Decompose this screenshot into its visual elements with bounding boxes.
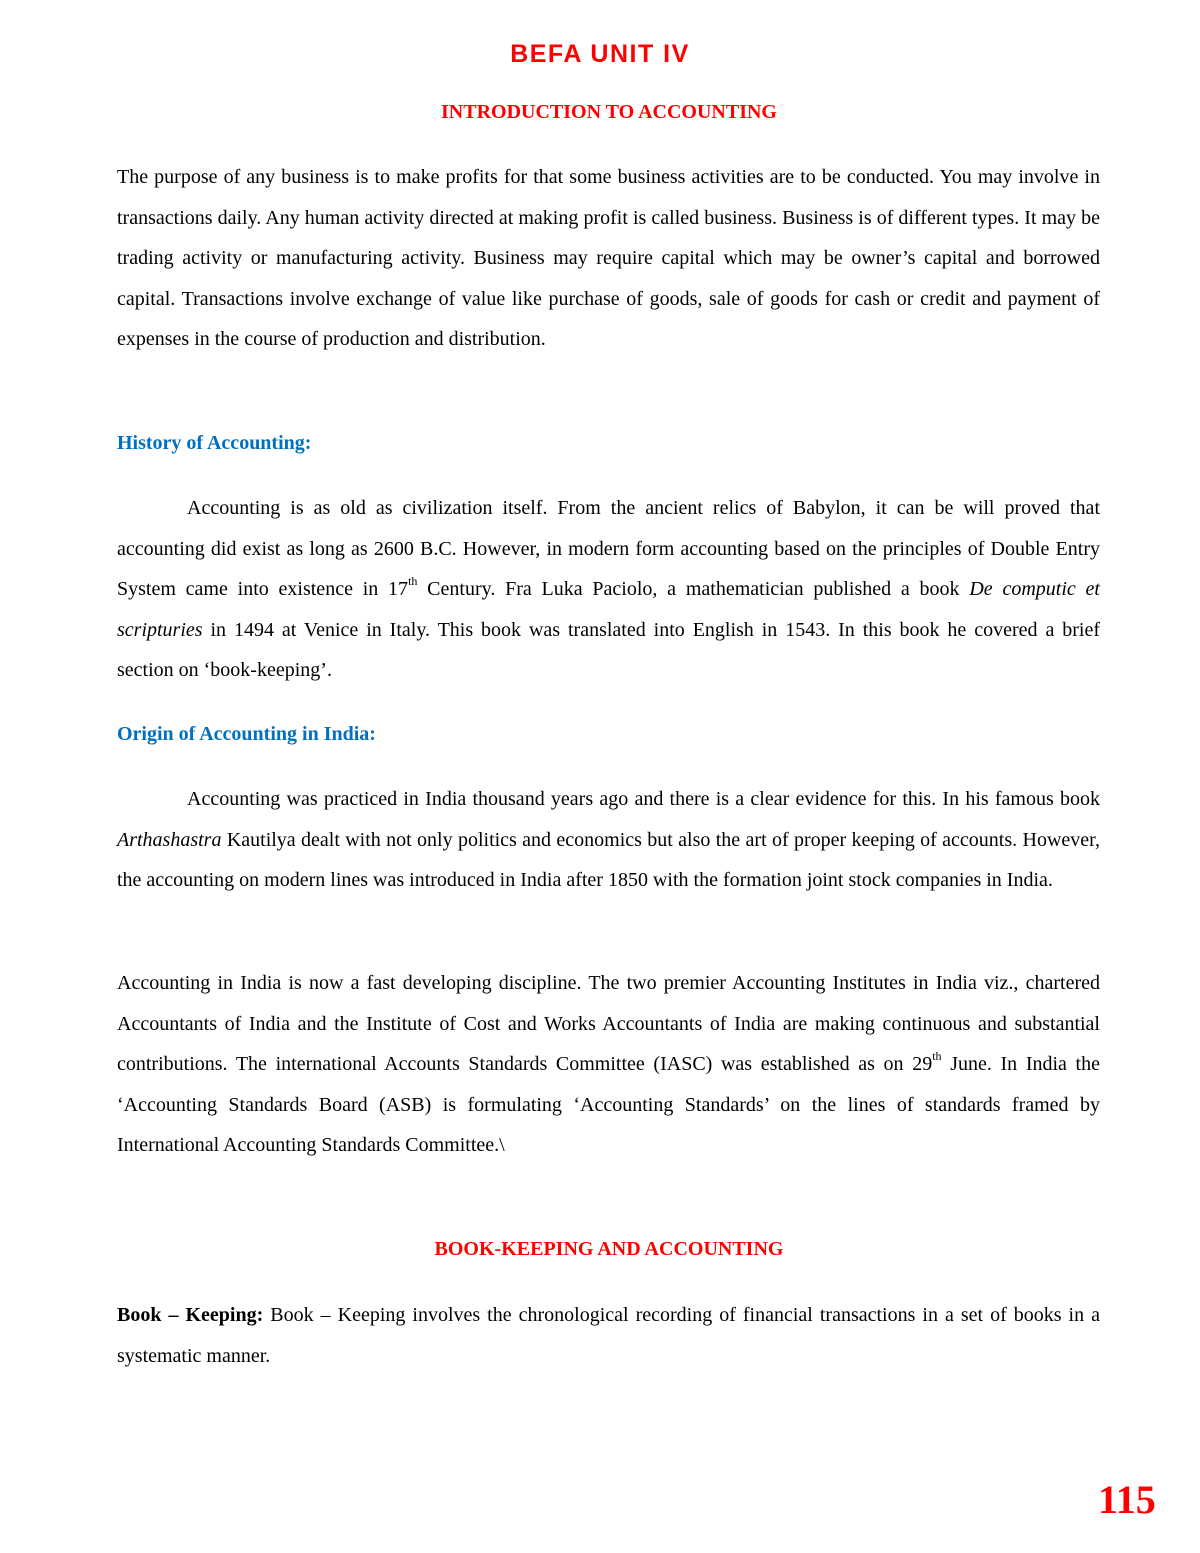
history-paragraph xyxy=(117,488,1100,691)
history-book-title: De computic et scripturies xyxy=(117,578,1100,641)
origin-heading: Origin of Accounting in India: xyxy=(117,723,376,745)
origin-text-2: Kautilya dealt with not only politics and economics but also the art of proper keeping of accounts. However, the accounting on modern lines was introduced in India after 1850 with the formation joint stock companies in India. xyxy=(117,828,1100,891)
bookkeeping-term: Book – Keeping: xyxy=(117,1304,264,1326)
intro-paragraph: The purpose of any business is to make profits for that some business activities are to be conducted. You may involve in transactions daily. Any human activity directed at making profit is called business. Business is of different types. It may be trading activity or manufacturing activity. Business may require capital which may be owner’s capital and borrowed capital. Transactions involve exchange of value like purchase of goods, sale of goods for cash or credit and payment of expenses in the course of production and distribution. xyxy=(117,166,1100,350)
india-text-1: Accounting in India is now a fast developing discipline. The two premier Accounting Institutes in India viz., chartered Accountants of India and the Institute of Cost and Works Accountants of India are making continuous and substantial contributions. The international Accounts Standards Committee (IASC) was established as on 29 xyxy=(117,972,1100,1075)
origin-book-title: Arthashastra xyxy=(117,828,222,851)
origin-paragraph xyxy=(117,779,1100,901)
india-text-2: June. In India the ‘Accounting Standards Board (ASB) is formulating ‘Accounting Standards’ on the lines of standards framed by International Accounting Standards Committee.\ xyxy=(117,1053,1100,1156)
origin-text-1: Accounting was practiced in India thousand years ago and there is a clear evidence for this. In his famous book xyxy=(187,788,1100,810)
history-text-3: in 1494 at Venice in Italy. This book was translated into English in 1543. In this book he covered a brief section on ‘book-keeping’. xyxy=(117,618,1100,681)
india-paragraph xyxy=(117,963,1100,1166)
intro-section-title: INTRODUCTION TO ACCOUNTING xyxy=(441,101,777,123)
bookkeeping-definition: Book – Keeping involves the chronological recording of financial transactions in a set of books in a systematic manner. xyxy=(117,1304,1100,1367)
page-number: 115 xyxy=(1098,1477,1156,1522)
bookkeeping-paragraph xyxy=(117,1295,1100,1376)
unit-title: BEFA UNIT IV xyxy=(510,40,690,68)
history-superscript: th xyxy=(408,574,418,589)
history-heading: History of Accounting: xyxy=(117,432,312,454)
india-superscript: th xyxy=(932,1049,942,1064)
bookkeeping-section-title: BOOK-KEEPING AND ACCOUNTING xyxy=(434,1238,784,1260)
history-text-2: Century. Fra Luka Paciolo, a mathematician published a book xyxy=(417,578,970,600)
history-text-1: Accounting is as old as civilization itself. From the ancient relics of Babylon, it can be will proved that accounting did exist as long as 2600 B.C. However, in modern form accounting based on the principles of Double Entry System came into existence in 17 xyxy=(117,497,1100,600)
